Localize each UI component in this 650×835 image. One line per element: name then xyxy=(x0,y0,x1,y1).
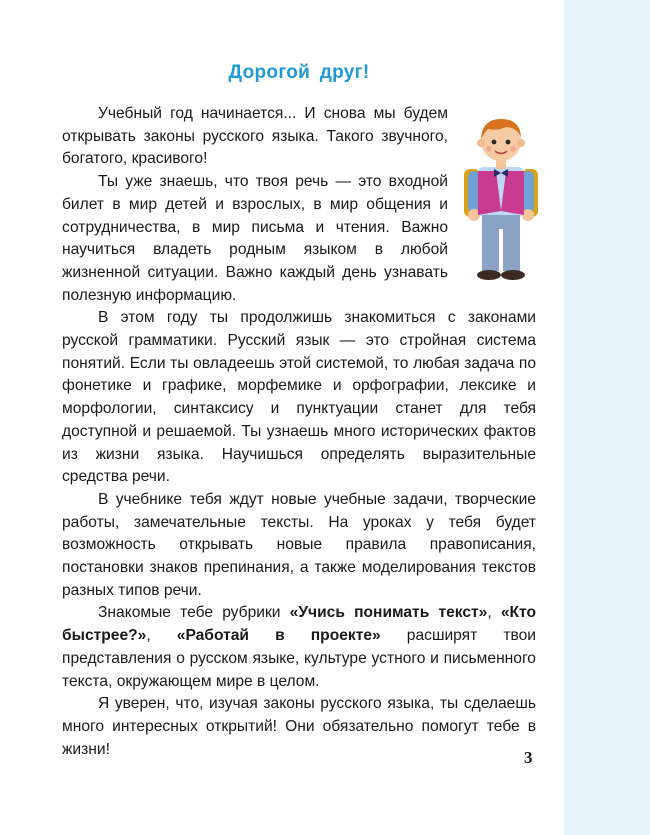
text-segment: В учебнике тебя ждут новые учебные задачи, творческие работы, замечательные тексты. На уроках у тебя будет возможность открывать новые правила правописания, постановки знаков препинания, а также моделирования текстов разных типов речи. xyxy=(62,490,536,599)
text-segment: , xyxy=(487,604,501,622)
text-segment: Ты уже знаешь, что твоя речь — это входной билет в мир детей и взрослых, в мир общения и сотрудничества, в мир письма и чтения. Важно научиться владеть родным языком в любой жизненной ситуации. Важно каждый день узнавать полезную информацию. xyxy=(62,173,448,304)
page-number: 3 xyxy=(524,748,533,767)
rubric-name: «Учись понимать текст» xyxy=(289,604,488,622)
text-segment: расширят твои представления о русском языке, культуре устного и письменного текста, окружающем мире в целом. xyxy=(62,627,536,690)
textbook-page xyxy=(62,0,536,835)
text-segment: В этом году ты продолжишь знакомиться с законами русской грамматики. Русский язык — это стройная система понятий. Если ты овладеешь этой системой, то любая задача по фонетике и графике, морфемике и орфографии, лексике и морфологии, синтаксису и пунктуации станет для тебя доступной и решаемой. Ты узнаешь много исторических фактов из жизни языка. Научишься определять выразительные средства речи. xyxy=(62,309,536,486)
rubric-name: «Работай в проекте» xyxy=(176,627,381,645)
text-segment: Знакомые тебе рубрики xyxy=(98,604,290,622)
paragraph-4 xyxy=(62,489,536,603)
page-margin-strip xyxy=(564,0,650,835)
text-segment: Я уверен, что, изучая законы русского языка, ты сделаешь много интересных открытий! Они обязательно помогут тебе в жизни! xyxy=(62,695,536,758)
body-text xyxy=(62,103,536,761)
text-segment: Учебный год начинается... И снова мы будем открывать законы русского языка. Такого звучного, богатого, красивого! xyxy=(62,105,448,168)
paragraph-5 xyxy=(62,602,536,693)
page-title: Дорогой друг! xyxy=(228,62,370,83)
paragraph-3 xyxy=(62,307,536,489)
rubric-name: «Кто быстрее?» xyxy=(62,604,536,645)
boy-illustration xyxy=(458,111,544,283)
text-segment: , xyxy=(146,627,177,645)
paragraph-6 xyxy=(62,693,536,761)
